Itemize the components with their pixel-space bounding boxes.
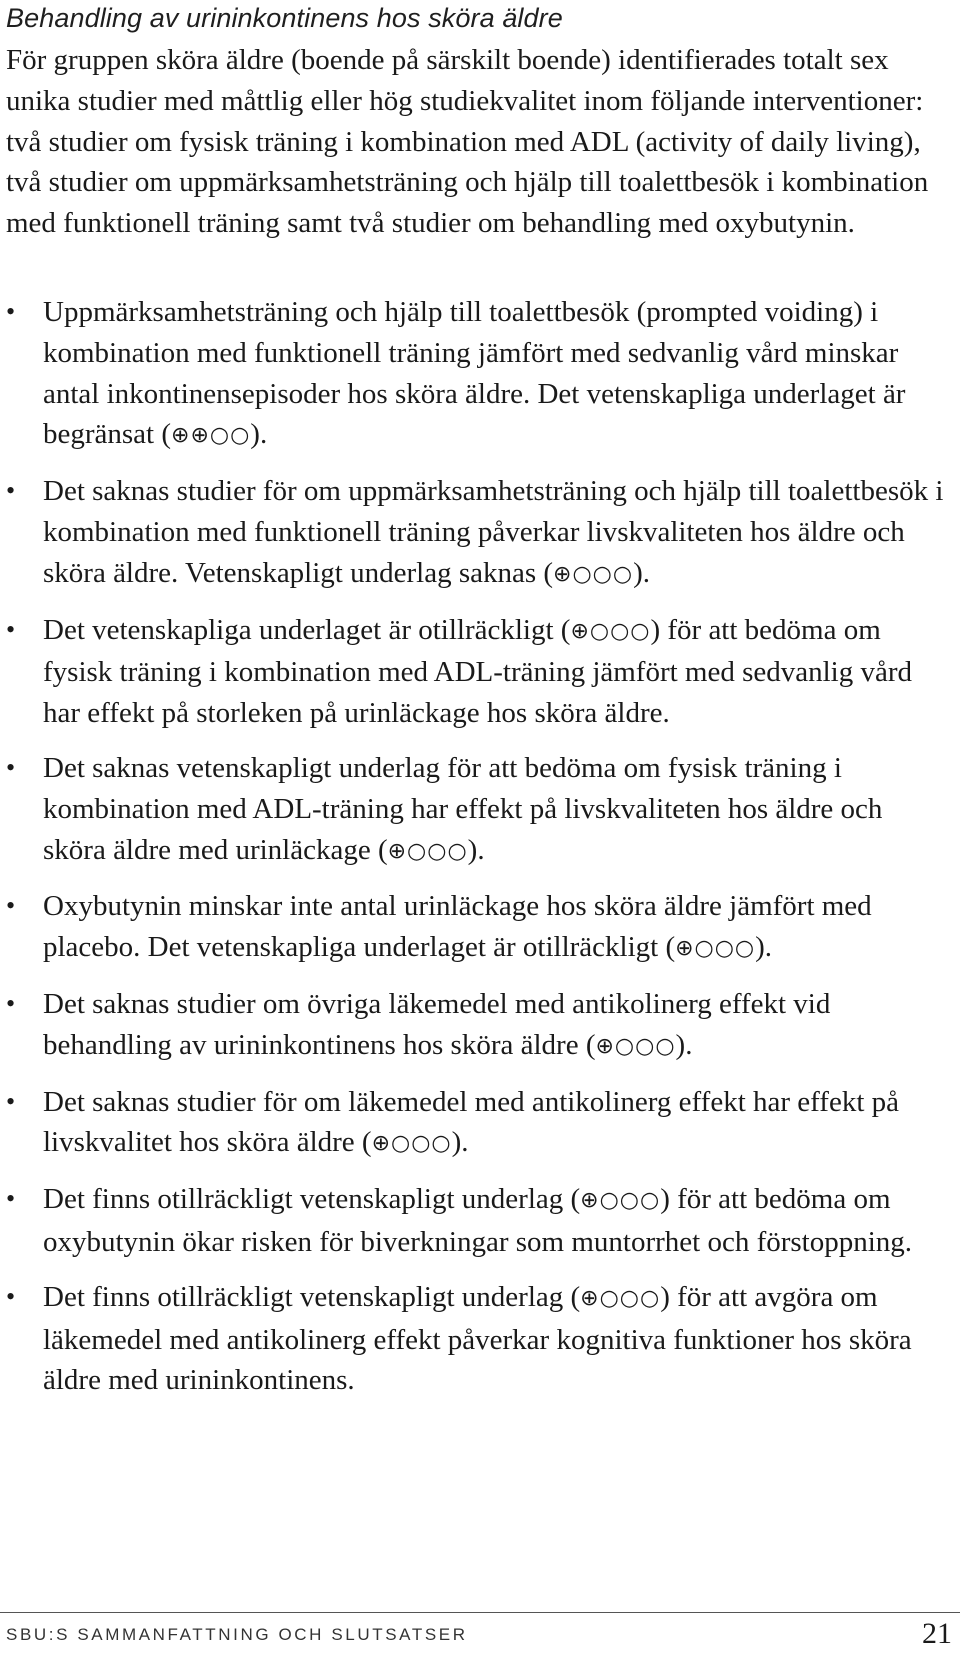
list-item-text: Det saknas studier för om läkemedel med antikolinerg effekt har effekt på livskvalitet hos sköra äldre ( — [43, 1085, 900, 1159]
bullet-icon: • — [6, 752, 16, 782]
bullet-icon: • — [6, 1086, 16, 1116]
list-item — [6, 1179, 952, 1263]
list-item-text-end: ) för att bedöma om fysisk träning i kombination med ADL-träning jämfört med sedvanlig vård har effekt på storleken på urinläckage hos sköra äldre. — [43, 613, 913, 730]
footer-divider — [0, 1612, 960, 1613]
bullet-icon: • — [6, 297, 16, 326]
bullet-icon: • — [6, 1184, 16, 1214]
list-item-text: Det finns otillräckligt vetenskapligt underlag ( — [43, 1280, 581, 1313]
list-item-text-end: ). — [633, 556, 650, 589]
section-heading: Behandling av urininkontinens hos sköra äldre — [6, 3, 563, 33]
evidence-grade: ⊕○○○ — [387, 838, 468, 864]
list-item — [6, 1082, 952, 1166]
bullet-icon: • — [6, 614, 16, 644]
list-item — [6, 610, 952, 734]
intro-paragraph: För gruppen sköra äldre (boende på särskilt boende) identifierades totalt sex unika studier med måttlig eller hög studiekvalitet inom följande interventioner: två studier om fysisk träning i kombination med ADL (activity of daily living), två studier om uppmärksamhetsträning och hjälp till toalettbesök i kombination med funktionell träning samt två studier om behandling med oxybutynin. — [6, 44, 929, 240]
evidence-grade: ⊕○○○ — [595, 1033, 676, 1059]
evidence-grade: ⊕○○○ — [553, 561, 634, 587]
bullet-icon: • — [6, 891, 16, 921]
list-item — [6, 471, 952, 595]
list-item-text: Uppmärksamhetsträning och hjälp till toalettbesök (prompted voiding) i kombination med funktionell träning jämfört med sedvanlig vård minskar antal inkontinensepisoder hos sköra äldre. Det vetenskapliga underlaget är begränsat ( — [43, 296, 906, 451]
bullet-icon: • — [6, 1281, 16, 1311]
page-number: 21 — [922, 1617, 952, 1650]
conclusions-list — [6, 292, 952, 1415]
list-item-text-end: ) för att bedöma om oxybutynin ökar risken för biverkningar som muntorrhet och förstoppning. — [43, 1183, 913, 1258]
list-item-text: Det saknas studier för om uppmärksamhetsträning och hjälp till toalettbesök i kombination med funktionell träning påverkar livskvaliteten hos äldre och sköra äldre. Vetenskapligt underlag saknas ( — [43, 475, 944, 589]
list-item-text-end: ) för att avgöra om läkemedel med antikolinerg effekt påverkar kognitiva funktioner hos sköra äldre med urininkontinens. — [43, 1280, 912, 1397]
list-item — [6, 292, 952, 457]
list-item-text: Oxybutynin minskar inte antal urinläckage hos sköra äldre jämfört med placebo. Det vetenskapliga underlaget är otillräckligt ( — [43, 890, 872, 964]
bullet-icon: • — [6, 476, 16, 506]
evidence-grade: ⊕○○○ — [371, 1131, 452, 1157]
list-item-text-end: ). — [467, 833, 485, 866]
list-item-text: Det saknas vetenskapligt underlag för att bedöma om fysisk träning i kombination med ADL-träning har effekt på livskvaliteten hos äldre och sköra äldre med urinläckage ( — [43, 751, 883, 866]
evidence-grade: ⊕○○○ — [580, 1285, 661, 1311]
list-item — [6, 748, 952, 872]
list-item-text-end: ). — [451, 1126, 469, 1159]
evidence-grade: ⊕○○○ — [580, 1188, 661, 1214]
evidence-grade: ⊕○○○ — [675, 936, 756, 962]
bullet-icon: • — [6, 988, 16, 1018]
list-item-text-end: ). — [755, 931, 773, 964]
list-item-text: Det finns otillräckligt vetenskapligt underlag ( — [43, 1183, 581, 1216]
evidence-grade: ⊕⊕○○ — [171, 423, 251, 449]
list-item-text-end: ). — [675, 1028, 693, 1061]
running-title: SBU:S SAMMANFATTNING OCH SLUTSATSER — [6, 1625, 468, 1644]
list-item — [6, 984, 952, 1068]
list-item — [6, 886, 952, 970]
evidence-grade: ⊕○○○ — [570, 618, 651, 644]
list-item-text: Det saknas studier om övriga läkemedel med antikolinerg effekt vid behandling av urininkontinens hos sköra äldre ( — [43, 987, 831, 1061]
list-item-text: Det vetenskapliga underlaget är otillräckligt ( — [43, 613, 571, 646]
list-item — [6, 1277, 952, 1401]
list-item-text-end: ). — [250, 418, 268, 451]
